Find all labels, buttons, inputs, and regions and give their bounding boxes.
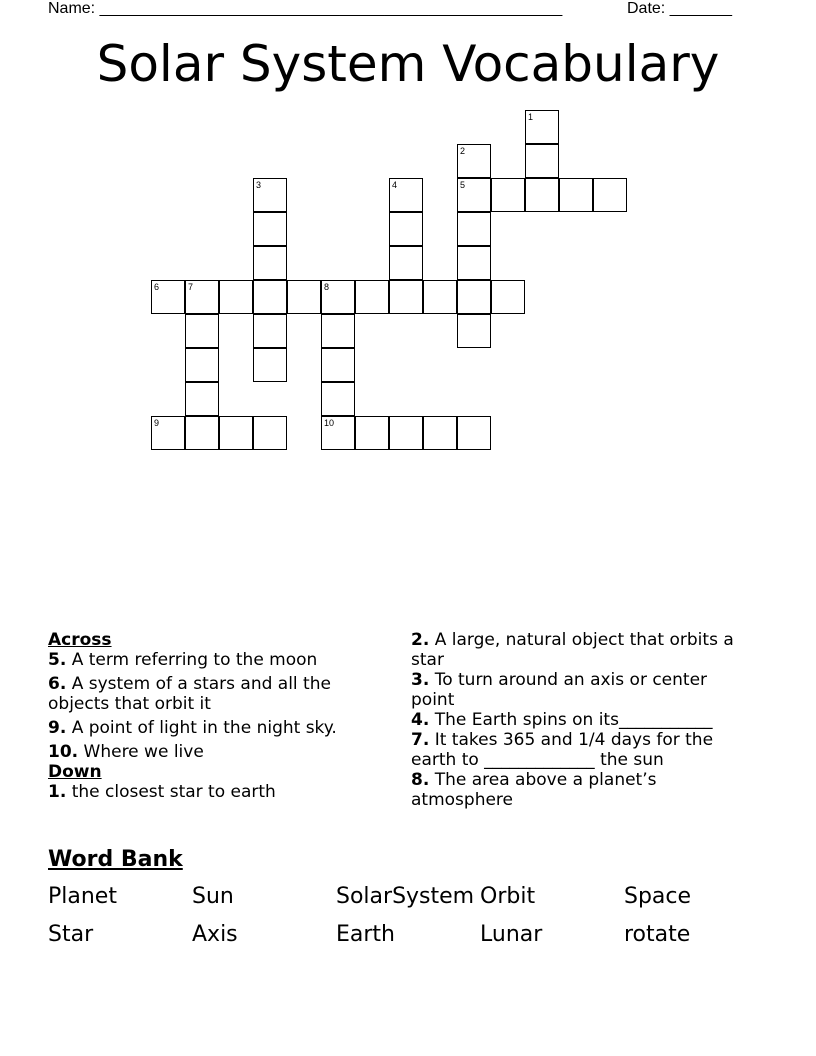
crossword-cell[interactable]	[525, 110, 559, 144]
word-bank-item: Sun	[192, 884, 234, 909]
clue-across-10	[48, 742, 388, 762]
crossword-cell[interactable]	[185, 280, 219, 314]
clue-number: 6.	[48, 674, 67, 694]
crossword-cell[interactable]	[457, 314, 491, 348]
crossword-cell[interactable]	[321, 314, 355, 348]
clue-down-4	[411, 710, 751, 730]
clues-right-column	[411, 630, 751, 810]
crossword-cell[interactable]	[389, 212, 423, 246]
clue-text: The area above a planet’s atmosphere	[411, 770, 657, 810]
crossword-cell[interactable]	[253, 314, 287, 348]
clue-down-7	[411, 730, 751, 770]
down-heading: Down	[48, 762, 102, 782]
crossword-cell[interactable]	[185, 382, 219, 416]
crossword-cell[interactable]	[321, 416, 355, 450]
clue-number: 1.	[48, 782, 67, 802]
across-heading: Across	[48, 630, 112, 650]
date-field[interactable]: Date: _______	[627, 0, 732, 17]
clue-number: 4.	[411, 710, 430, 730]
crossword-cell[interactable]	[253, 212, 287, 246]
word-bank-item: Star	[48, 922, 94, 947]
crossword-cell[interactable]	[253, 348, 287, 382]
clue-number: 8.	[411, 770, 430, 790]
page-title: Solar System Vocabulary	[96, 35, 720, 93]
crossword-cell[interactable]	[355, 416, 389, 450]
crossword-cell[interactable]	[457, 212, 491, 246]
crossword-cell[interactable]	[185, 416, 219, 450]
crossword-cell[interactable]	[321, 348, 355, 382]
word-bank-item: rotate	[624, 922, 691, 947]
crossword-cell[interactable]	[151, 416, 185, 450]
crossword-cell[interactable]	[287, 280, 321, 314]
clue-across-5	[48, 650, 388, 670]
crossword-cell[interactable]	[457, 280, 491, 314]
crossword-cell[interactable]	[457, 144, 491, 178]
clue-down-3	[411, 670, 751, 710]
crossword-cell[interactable]	[219, 416, 253, 450]
word-bank-item: Axis	[192, 922, 238, 947]
clue-text: A point of light in the night sky.	[66, 718, 337, 738]
clue-across-9	[48, 718, 388, 738]
word-bank-item: Planet	[48, 884, 117, 909]
crossword-cell[interactable]	[423, 416, 457, 450]
clue-text: the closest star to earth	[66, 782, 276, 802]
crossword-cell[interactable]	[253, 280, 287, 314]
cell-number: 8	[324, 282, 330, 292]
clues-left-column	[48, 630, 388, 806]
cell-number: 6	[154, 282, 160, 292]
cell-number: 2	[460, 146, 466, 156]
crossword-cell[interactable]	[491, 178, 525, 212]
cell-number: 9	[154, 418, 160, 428]
word-bank-item: Orbit	[480, 884, 536, 909]
clue-text: To turn around an axis or center point	[411, 670, 708, 710]
clue-text: A term referring to the moon	[66, 650, 318, 670]
crossword-cell[interactable]	[491, 280, 525, 314]
clue-text: A system of a stars and all the objects that orbit it	[48, 674, 331, 714]
clue-text: The Earth spins on its___________	[429, 710, 713, 730]
word-bank-item: Space	[624, 884, 692, 909]
crossword-cell[interactable]	[389, 280, 423, 314]
cell-number: 7	[188, 282, 194, 292]
clue-down-8	[411, 770, 751, 810]
clue-number: 9.	[48, 718, 67, 738]
word-bank-item: SolarSystem	[336, 884, 475, 909]
cell-number: 4	[392, 180, 398, 190]
clue-down-2	[411, 630, 751, 670]
clue-text: It takes 365 and 1/4 days for the earth to _____________ the sun	[411, 730, 714, 770]
cell-number: 10	[324, 418, 335, 428]
crossword-cell[interactable]	[219, 280, 253, 314]
crossword-cell[interactable]	[457, 416, 491, 450]
crossword-cell[interactable]	[185, 348, 219, 382]
crossword-cell[interactable]	[253, 178, 287, 212]
crossword-cell[interactable]	[525, 144, 559, 178]
crossword-cell[interactable]	[185, 314, 219, 348]
crossword-cell[interactable]	[457, 178, 491, 212]
cell-number: 1	[528, 112, 534, 122]
crossword-cell[interactable]	[389, 416, 423, 450]
clue-number: 2.	[411, 630, 430, 650]
crossword-cell[interactable]	[321, 382, 355, 416]
crossword-cell[interactable]	[389, 178, 423, 212]
cell-number: 5	[460, 180, 466, 190]
word-bank-item: Lunar	[480, 922, 543, 947]
clue-number: 7.	[411, 730, 430, 750]
word-bank-item: Earth	[336, 922, 395, 947]
crossword-cell[interactable]	[559, 178, 593, 212]
crossword-cell[interactable]	[321, 280, 355, 314]
crossword-cell[interactable]	[457, 246, 491, 280]
clue-across-6	[48, 674, 388, 714]
crossword-cell[interactable]	[389, 246, 423, 280]
clue-number: 5.	[48, 650, 67, 670]
clue-text: A large, natural object that orbits a star	[411, 630, 734, 670]
name-field[interactable]: Name: ____________________________________________________	[48, 0, 563, 17]
crossword-cell[interactable]	[151, 280, 185, 314]
word-bank-title: Word Bank	[48, 847, 183, 872]
crossword-cell[interactable]	[525, 178, 559, 212]
clue-down-1	[48, 782, 388, 802]
crossword-cell[interactable]	[355, 280, 389, 314]
crossword-cell[interactable]	[593, 178, 627, 212]
cell-number: 3	[256, 180, 262, 190]
clue-number: 3.	[411, 670, 430, 690]
crossword-cell[interactable]	[253, 416, 287, 450]
crossword-cell[interactable]	[253, 246, 287, 280]
clue-text: Where we live	[78, 742, 204, 762]
clue-number: 10.	[48, 742, 79, 762]
crossword-cell[interactable]	[423, 280, 457, 314]
